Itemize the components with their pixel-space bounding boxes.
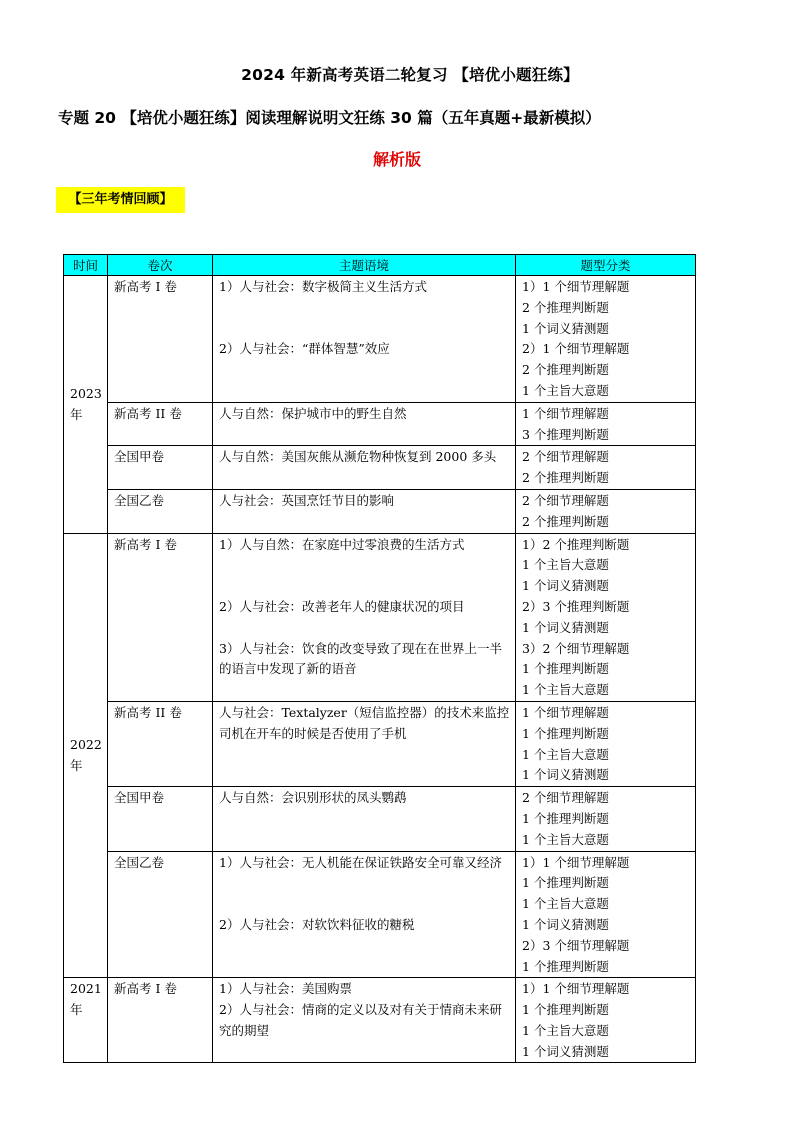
type-cell — [516, 533, 696, 701]
table-row — [64, 402, 696, 446]
type-line: 1 个主旨大意题 — [522, 382, 609, 398]
type-line: 1 个推理判断题 — [522, 725, 609, 741]
table-header-row — [64, 255, 696, 276]
type-line: 2）3 个细节理解题 — [522, 937, 630, 953]
type-cell — [516, 402, 696, 446]
theme-cell — [213, 978, 516, 1063]
paper-cell: 新高考 I 卷 — [108, 276, 213, 403]
paper-cell: 新高考 II 卷 — [108, 402, 213, 446]
type-line: 1 个推理判断题 — [522, 1002, 609, 1018]
type-line: 2 个推理判断题 — [522, 470, 609, 486]
type-line: 2 个细节理解题 — [522, 492, 609, 508]
type-line: 1 个推理判断题 — [522, 875, 609, 891]
theme-text: 2）人与社会：对软饮料征收的糖税 — [219, 916, 415, 932]
theme-text: 2）人与社会：情商的定义以及对有关于情商未来研究的期望 — [219, 1002, 502, 1038]
type-line: 2）3 个推理判断题 — [522, 598, 630, 614]
table-row — [64, 701, 696, 786]
type-line: 1 个词义猜测题 — [522, 767, 609, 783]
paper-cell: 全国乙卷 — [108, 489, 213, 533]
theme-text: 2）人与社会：改善老年人的健康状况的项目 — [219, 598, 465, 614]
type-line: 1 个词义猜测题 — [522, 320, 609, 336]
type-line: 2）1 个细节理解题 — [522, 341, 630, 357]
year-cell: 2023 年 — [64, 276, 108, 534]
type-line: 1 个细节理解题 — [522, 405, 609, 421]
theme-cell — [213, 276, 516, 403]
type-line: 3）2 个细节理解题 — [522, 640, 630, 656]
type-line: 1 个词义猜测题 — [522, 1043, 609, 1059]
type-line: 1 个主旨大意题 — [522, 557, 609, 573]
col-header-theme: 主题语境 — [213, 255, 516, 276]
table-row — [64, 787, 696, 851]
document-subtitle: 专题 20 【培优小题狂练】阅读理解说明文狂练 30 篇（五年真题+最新模拟） — [58, 109, 601, 127]
table-row — [64, 489, 696, 533]
theme-cell — [213, 851, 516, 978]
type-line: 1 个主旨大意题 — [522, 896, 609, 912]
type-line: 1 个细节理解题 — [522, 704, 609, 720]
table-row — [64, 533, 696, 701]
type-line: 1）1 个细节理解题 — [522, 981, 630, 997]
type-line: 2 个推理判断题 — [522, 362, 609, 378]
paper-cell: 新高考 II 卷 — [108, 701, 213, 786]
theme-text: 2）人与社会：“群体智慧”效应 — [219, 341, 390, 357]
type-line: 2 个推理判断题 — [522, 299, 609, 315]
table-row — [64, 276, 696, 403]
paper-cell: 新高考 I 卷 — [108, 978, 213, 1063]
type-line: 1 个词义猜测题 — [522, 619, 609, 635]
theme-cell: 人与社会：英国烹饪节目的影响 — [213, 489, 516, 533]
theme-text: 1）人与社会：无人机能在保证铁路安全可靠又经济 — [219, 854, 502, 870]
table-row — [64, 851, 696, 978]
paper-cell: 全国甲卷 — [108, 446, 213, 490]
type-line: 3 个推理判断题 — [522, 426, 609, 442]
type-line: 1 个推理判断题 — [522, 661, 609, 677]
type-cell — [516, 978, 696, 1063]
theme-cell: 人与自然：保护城市中的野生自然 — [213, 402, 516, 446]
version-label: 解析版 — [372, 150, 421, 169]
col-header-type: 题型分类 — [516, 255, 696, 276]
table-row — [64, 446, 696, 490]
theme-text: 1）人与自然：在家庭中过零浪费的生活方式 — [219, 536, 465, 552]
type-line: 1）2 个推理判断题 — [522, 536, 630, 552]
theme-cell: 人与自然：美国灰熊从濒危物种恢复到 2000 多头 — [213, 446, 516, 490]
type-line: 1 个主旨大意题 — [522, 746, 609, 762]
type-line: 1 个主旨大意题 — [522, 682, 609, 698]
document-title: 2024 年新高考英语二轮复习 【培优小题狂练】 — [241, 66, 579, 84]
year-cell: 2022 年 — [64, 533, 108, 978]
theme-cell — [213, 533, 516, 701]
paper-cell: 全国乙卷 — [108, 851, 213, 978]
type-line: 1）1 个细节理解题 — [522, 279, 630, 294]
type-cell — [516, 446, 696, 490]
theme-text: 1）人与社会：数字极简主义生活方式 — [219, 279, 427, 294]
type-cell — [516, 787, 696, 851]
theme-cell: 人与社会：Textalyzer（短信监控器）的技术来监控司机在开车的时候是否使用了手机 — [213, 701, 516, 786]
type-line: 1）1 个细节理解题 — [522, 854, 630, 870]
year-cell: 2021 年 — [64, 978, 108, 1063]
type-cell — [516, 489, 696, 533]
paper-cell: 全国甲卷 — [108, 787, 213, 851]
col-header-time: 时间 — [64, 255, 108, 276]
paper-cell: 新高考 I 卷 — [108, 533, 213, 701]
type-line: 1 个主旨大意题 — [522, 831, 609, 847]
section-badge: 【三年考情回顾】 — [56, 187, 185, 213]
type-cell — [516, 701, 696, 786]
type-line: 1 个词义猜测题 — [522, 916, 609, 932]
type-line: 1 个推理判断题 — [522, 958, 609, 974]
type-cell — [516, 276, 696, 403]
type-line: 1 个主旨大意题 — [522, 1022, 609, 1038]
exam-review-table — [63, 254, 696, 1063]
type-line: 1 个推理判断题 — [522, 810, 609, 826]
type-line: 2 个细节理解题 — [522, 790, 609, 806]
col-header-paper: 卷次 — [108, 255, 213, 276]
theme-cell: 人与自然：会识别形状的凤头鹦鹉 — [213, 787, 516, 851]
type-line: 1 个词义猜测题 — [522, 578, 609, 594]
theme-text: 1）人与社会：美国购票 — [219, 981, 352, 997]
type-cell — [516, 851, 696, 978]
table-row — [64, 978, 696, 1063]
type-line: 2 个细节理解题 — [522, 449, 609, 465]
theme-text: 3）人与社会：饮食的改变导致了现在在世界上一半的语言中发现了新的语音 — [219, 640, 502, 677]
type-line: 2 个推理判断题 — [522, 513, 609, 529]
